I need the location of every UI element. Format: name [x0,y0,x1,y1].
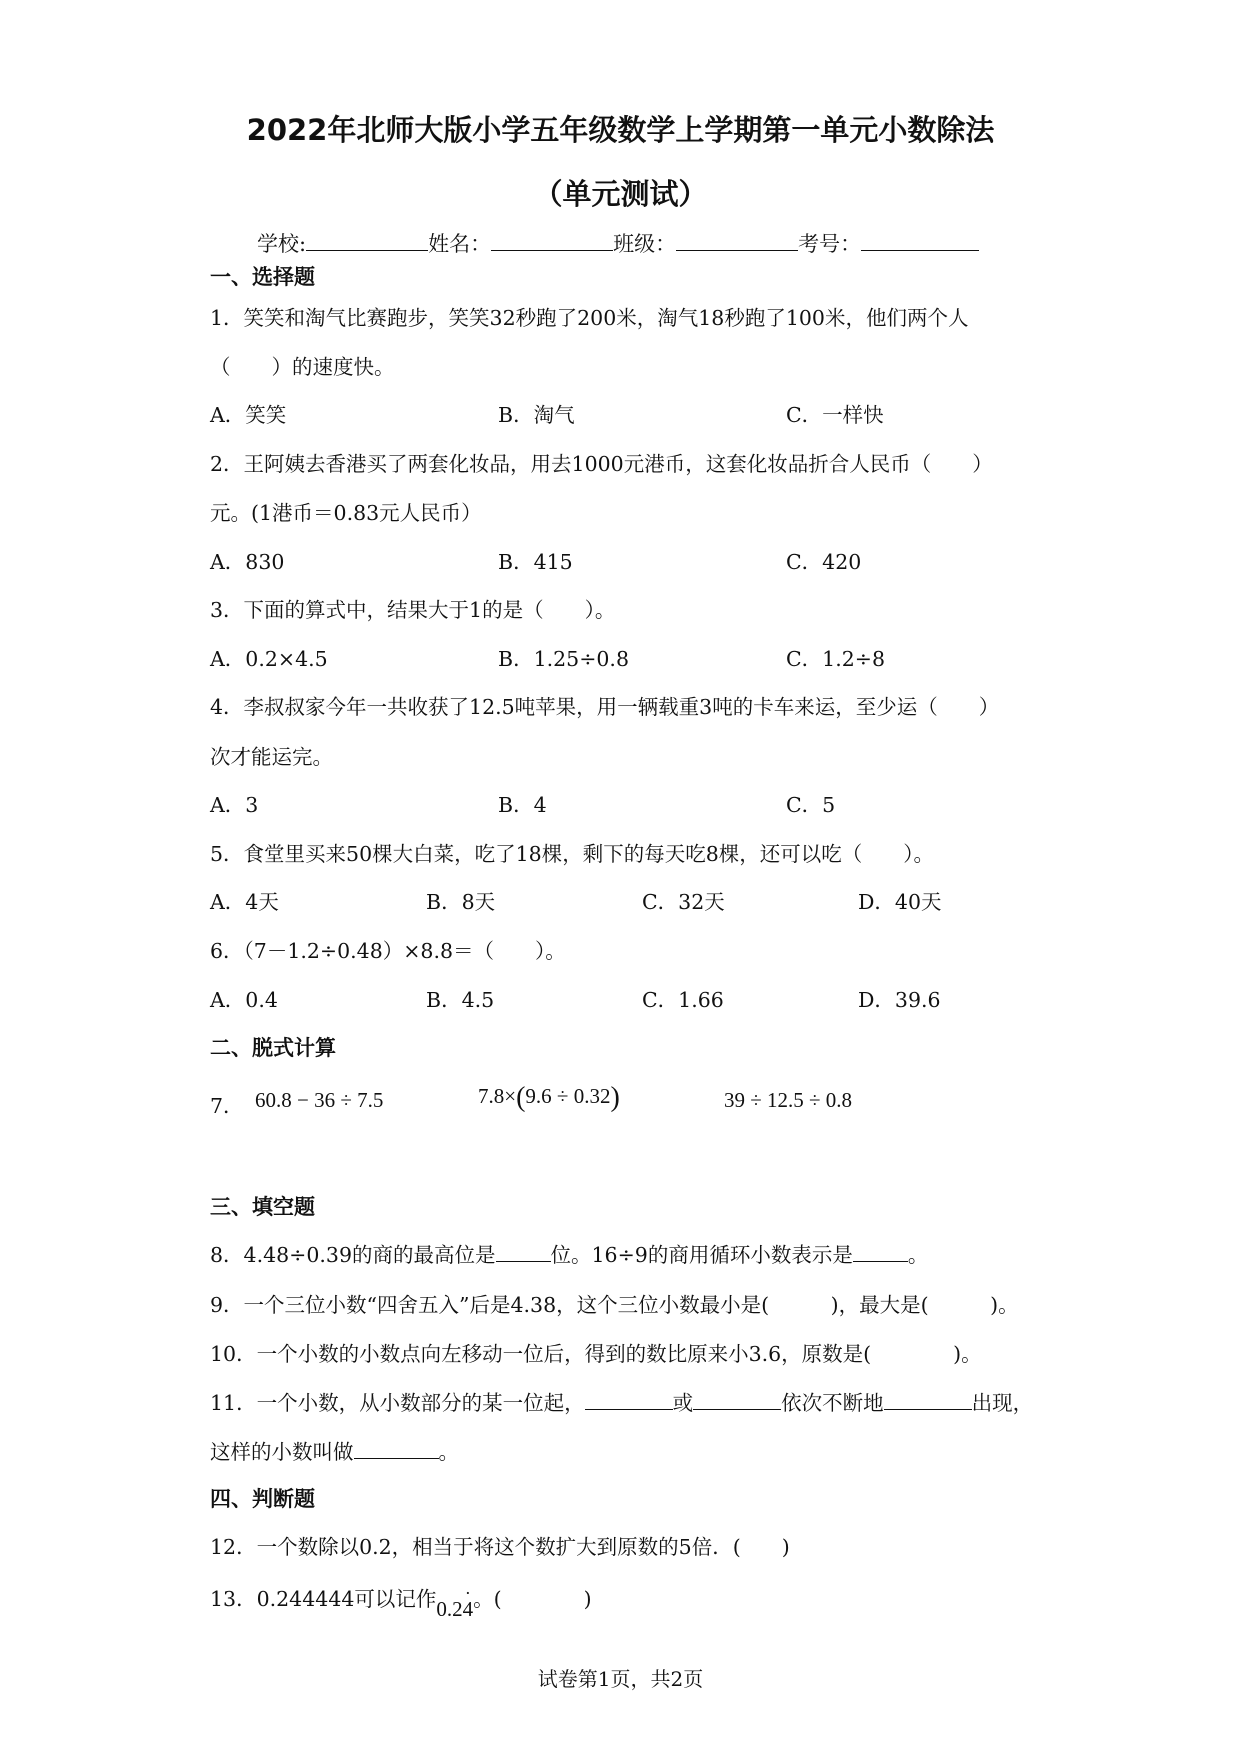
q6-option-d: D．39.6 [858,988,941,1012]
page-footer: 试卷第1页，共2页 [537,1667,704,1691]
q4-option-c: C．5 [786,793,836,817]
q7-expression-3: 39 ÷ 12.5 ÷ 0.8 [724,1088,853,1112]
q4-line1: 4．李叔叔家今年一共收获了12.5吨苹果，用一辆载重3吨的卡车来运，至少运（ ） [210,695,1000,719]
q1-option-b: B．淘气 [498,403,575,427]
q5-line1: 5．食堂里买来50棵大白菜，吃了18棵，剩下的每天吃8棵，还可以吃（ ）。 [210,842,935,866]
exam-no-blank[interactable] [861,228,979,251]
exam-no-label: 考号： [798,232,862,256]
q8-blank-2[interactable] [853,1241,908,1262]
name-blank[interactable] [491,228,613,251]
q6-line1: 6．（7－1.2÷0.48）×8.8＝（ ）。 [210,939,566,963]
q7-expression-2-inner: 9.6 ÷ 0.32 [525,1084,611,1108]
q3-line1: 3．下面的算式中，结果大于1的是（ ）。 [210,598,616,622]
q2-option-a: A．830 [210,550,285,574]
q5-option-d: D．40天 [858,890,942,914]
q8-blank-1[interactable] [496,1241,551,1262]
page-title: 2022年北师大版小学五年级数学上学期第一单元小数除法 [246,113,995,147]
q11-blank-2[interactable] [693,1389,781,1410]
q4-line2: 次才能运完。 [210,745,333,769]
section-heading-fill-blank: 三、填空题 [210,1195,315,1219]
q9-line: 9．一个三位小数“四舍五入”后是4.38，这个三位小数最小是( )，最大是( )。 [210,1293,1019,1317]
q1-line1: 1．笑笑和淘气比赛跑步，笑笑32秒跑了200米，淘气18秒跑了100米，他们两个人 [210,306,969,330]
q11-line1: 11．一个小数，从小数部分的某一位起， 或 依次不断地 出现， [210,1391,1034,1415]
q5-option-b: B．8天 [426,890,496,914]
q2-line1: 2．王阿姨去香港买了两套化妆品，用去1000元港币，这套化妆品折合人民币（ ） [210,452,993,476]
q8-line: 8．4.48÷0.39的商的最高位是 位。16÷9的商用循环小数表示是 。 [210,1243,929,1267]
q2-option-b: B．415 [498,550,573,574]
q3-option-b: B．1.25÷0.8 [498,647,629,671]
q7-number: 7． [210,1094,244,1118]
q1-option-c: C．一样快 [786,403,884,427]
q5-option-c: C．32天 [642,890,725,914]
name-label: 姓名： [428,232,492,256]
q11-blank-3[interactable] [884,1389,972,1410]
class-label: 班级： [613,232,677,256]
q11-line2: 这样的小数叫做 。 [210,1440,459,1464]
page-subtitle: （单元测试） [533,177,708,211]
q7-expression-2: 7.8×(9.6 ÷ 0.32) [478,1082,620,1113]
q12-line: 12．一个数除以0.2，相当于将这个数扩大到原数的5倍．( ) [210,1535,790,1559]
q10-line: 10．一个小数的小数点向左移动一位后，得到的数比原来小3.6，原数是( )。 [210,1342,982,1366]
section-heading-judgement: 四、判断题 [210,1487,315,1511]
q4-option-a: A．3 [210,793,259,817]
q11-blank-1[interactable] [585,1389,673,1410]
q13-repeating-decimal: 0.24 · [436,1597,473,1621]
q6-option-a: A．0.4 [210,988,278,1012]
section-heading-calculation: 二、脱式计算 [210,1036,336,1060]
q6-option-c: C．1.66 [642,988,724,1012]
q3-option-a: A．0.2×4.5 [210,647,328,671]
q7-expression-2-prefix: 7.8× [478,1084,517,1108]
q6-option-b: B．4.5 [426,988,495,1012]
q11-blank-4[interactable] [354,1438,439,1459]
school-blank[interactable] [306,228,428,251]
q3-option-c: C．1.2÷8 [786,647,886,671]
section-heading-choice: 一、选择题 [210,265,315,289]
student-info-line [257,228,979,258]
q5-option-a: A．4天 [210,890,279,914]
q1-option-a: A．笑笑 [210,403,287,427]
q13-line: 13．0.244444可以记作0.24 ·。( ) [210,1582,592,1612]
q4-option-b: B．4 [498,793,547,817]
class-blank[interactable] [676,228,798,251]
q2-option-c: C．420 [786,550,862,574]
q1-line2: （ ）的速度快。 [210,355,395,379]
q2-line2: 元。(1港币＝0.83元人民币） [210,501,482,525]
q7-expression-1: 60.8 − 36 ÷ 7.5 [255,1088,384,1112]
school-label: 学校: [257,232,307,256]
